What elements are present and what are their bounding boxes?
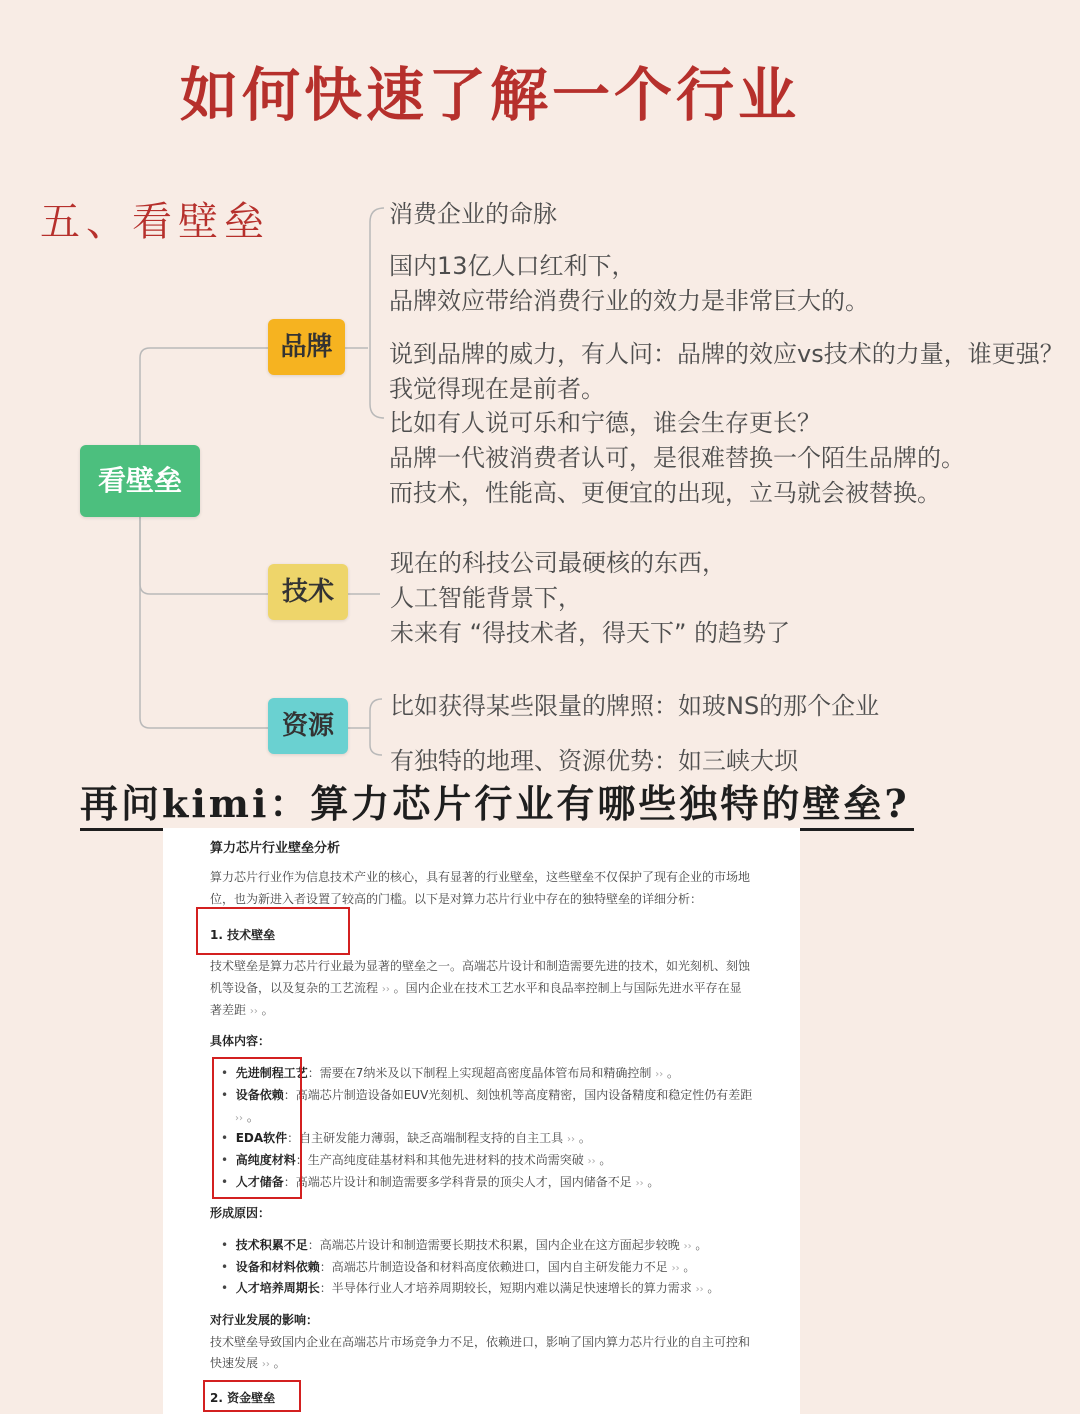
brand-line: 说到品牌的威力，有人问：品牌的效应vs技术的力量，谁更强？ [389,340,1064,368]
list-item: • 人才储备：高端芯片设计和制造需要多学科背景的顶尖人才，国内储备不足 ›› 。 [221,1175,660,1189]
page-title: 如何快速了解一个行业 [179,61,800,129]
doc-section1-title: 1. 技术壁垒 [210,928,276,942]
list-item: • 技术积累不足：高端芯片设计和制造需要长期技术积累，国内企业在这方面起步较晚 ›› 。 [221,1238,708,1252]
doc-body-line: 著差距 ›› 。 [210,1003,274,1017]
doc-body-line: 快速发展 ›› 。 [210,1356,286,1370]
brand-line: 品牌一代被消费者认可，是很难替换一个陌生品牌的。 [389,444,965,472]
doc-intro-line: 算力芯片行业作为信息技术产业的核心，具有显著的行业壁垒，这些壁垒不仅保护了现有企业的市场地 [210,870,751,884]
citation-icon[interactable]: ›› [381,984,390,995]
citation-icon[interactable]: ›› [655,1069,664,1080]
citation-icon[interactable]: ›› [683,1241,692,1252]
resource-line: 比如获得某些限量的牌照：如玻NS的那个企业 [390,692,880,720]
doc-body-line: 技术壁垒是算力芯片行业最为显著的壁垒之一。高端芯片设计和制造需要先进的技术，如光刻机、刻蚀 [210,959,751,973]
brand-line: 我觉得现在是前者。 [389,375,605,403]
section-heading: 五、看壁垒 [40,199,270,245]
brand-line: 国内13亿人口红利下， [389,252,636,280]
tech-line: 人工智能背景下， [390,584,582,612]
resource-line: 有独特的地理、资源优势：如三峡大坝 [390,747,798,775]
doc-body-line: 技术壁垒导致国内企业在高端芯片市场竞争力不足，依赖进口，影响了国内算力芯片行业的自主可控和 [210,1335,751,1349]
mindmap-node-resource: 资源 [268,698,348,754]
tech-line: 现在的科技公司最硬核的东西， [390,549,726,577]
citation-icon[interactable]: ›› [671,1263,680,1274]
list-item: • 设备和材料依赖：高端芯片制造设备和材料高度依赖进口，国内自主研发能力不足 ›› 。 [221,1260,696,1274]
citation-icon[interactable]: ›› [635,1178,644,1189]
brand-line: 而技术，性能高、更便宜的出现，立马就会被替换。 [389,479,941,507]
doc-specific-label: 具体内容： [210,1034,271,1048]
list-item: • 高纯度材料：生产高纯度硅基材料和其他先进材料的技术尚需突破 ›› 。 [221,1153,612,1167]
kimi-answer-document [163,828,800,1414]
highlight-box [212,1057,302,1199]
kimi-question: 再问kimi：算力芯片行业有哪些独特的壁垒? [80,780,914,831]
doc-causes-label: 形成原因： [210,1206,271,1220]
list-item: • 先进制程工艺：需要在7纳米及以下制程上实现超高密度晶体管布局和精确控制 ›› 。 [221,1066,680,1080]
highlight-box [196,907,350,955]
citation-icon[interactable]: ›› [261,1359,270,1370]
list-item-cont: ›› 。 [235,1110,259,1124]
tech-line: 未来有 “得技术者，得天下” 的趋势了 [390,619,791,647]
brand-line: 比如有人说可乐和宁德，谁会生存更长？ [389,409,821,437]
citation-icon[interactable]: ›› [695,1284,704,1295]
list-item: • EDA软件：自主研发能力薄弱，缺乏高端制程支持的自主工具 ›› 。 [221,1131,591,1145]
list-item: • 人才培养周期长：半导体行业人才培养周期较长，短期内难以满足快速增长的算力需求 ›› 。 [221,1281,720,1295]
mindmap-node-brand: 品牌 [268,319,345,375]
highlight-box [203,1380,301,1412]
doc-heading: 算力芯片行业壁垒分析 [210,841,341,856]
mindmap-root-node: 看壁垒 [80,445,200,517]
mindmap-node-tech: 技术 [268,564,348,620]
brand-line: 消费企业的命脉 [389,200,557,228]
list-item: • 设备依赖：高端芯片制造设备如EUV光刻机、刻蚀机等高度精密，国内设备精度和稳定性仍有差距 [221,1088,753,1102]
doc-body-line: 机等设备，以及复杂的工艺流程 ›› 。国内企业在技术工艺水平和良品率控制上与国际先进水平存在显 [210,981,742,995]
citation-icon[interactable]: ›› [567,1134,576,1145]
doc-section2-title: 2. 资金壁垒 [210,1391,276,1405]
brand-line: 品牌效应带给消费行业的效力是非常巨大的。 [389,287,869,315]
doc-impact-label: 对行业发展的影响： [210,1313,319,1327]
citation-icon[interactable]: ›› [249,1006,258,1017]
doc-intro-line: 位，也为新进入者设置了较高的门槛。以下是对算力芯片行业中存在的独特壁垒的详细分析： [210,892,703,906]
citation-icon[interactable]: ›› [587,1156,596,1167]
citation-icon[interactable]: ›› [235,1113,243,1124]
